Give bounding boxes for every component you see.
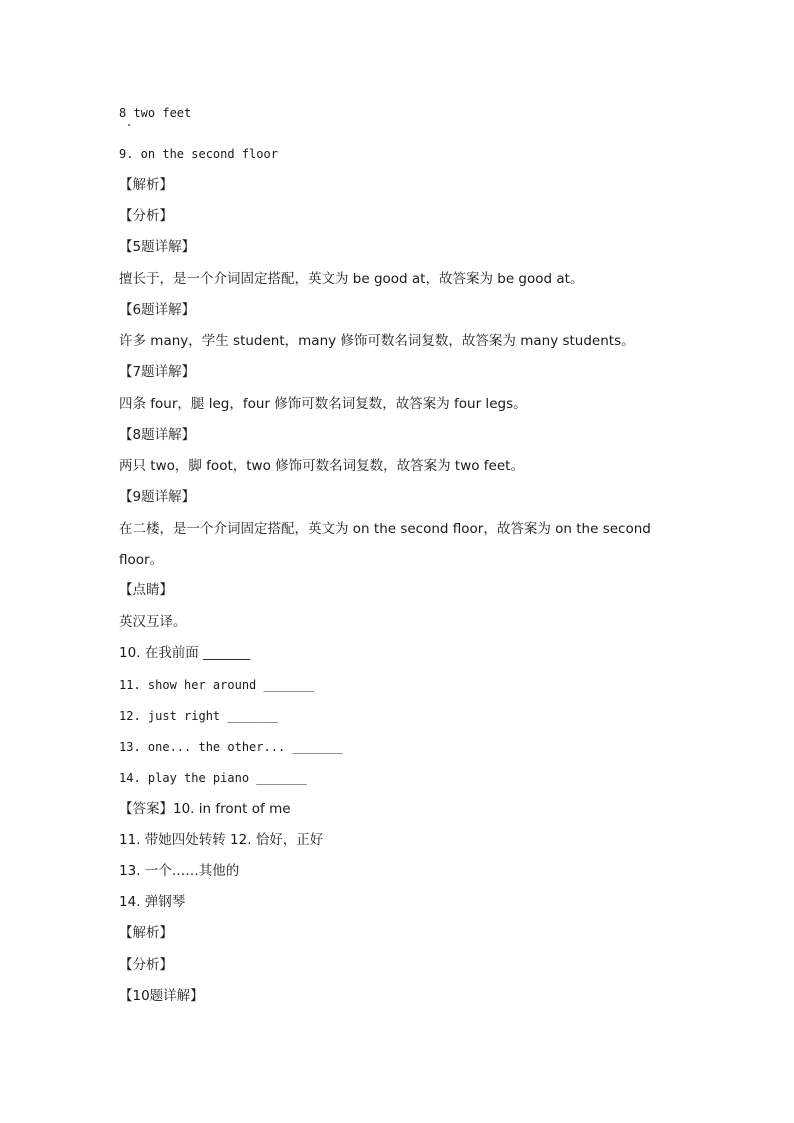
section-heading-q5: 【5题详解】: [119, 239, 196, 255]
section-heading-tip: 【点睛】: [119, 582, 173, 598]
question-11: 11. show her around _______: [119, 678, 315, 692]
question-12: 12. just right _______: [119, 709, 278, 723]
section-heading-q8: 【8题详解】: [119, 427, 196, 443]
section-heading-q9: 【9题详解】: [119, 489, 196, 505]
explanation-q8: 两只 two，脚 foot，two 修饰可数名词复数，故答案为 two feet。: [119, 458, 524, 474]
section-heading-breakdown: 【分析】: [119, 208, 173, 224]
question-13: 13. one... the other... _______: [119, 740, 343, 754]
explanation-q6: 许多 many，学生 student，many 修饰可数名词复数，故答案为 many students。: [119, 333, 635, 349]
answer-line-8: 8 two feet: [119, 106, 192, 120]
section-heading-q6: 【6题详解】: [119, 302, 196, 318]
explanation-q7: 四条 four，腿 leg，four 修饰可数名词复数，故答案为 four legs。: [119, 396, 527, 412]
answer-13: 13. 一个……其他的: [119, 863, 240, 879]
answer-14: 14. 弹钢琴: [119, 894, 186, 910]
stray-dot-mark: [128, 124, 130, 126]
answer-line-9: 9. on the second floor: [119, 147, 278, 161]
section-heading-analysis-2: 【解析】: [119, 925, 173, 941]
explanation-q5: 擅长于，是一个介词固定搭配，英文为 be good at，故答案为 be good at。: [119, 271, 584, 287]
section-heading-q10: 【10题详解】: [119, 988, 204, 1004]
section-heading-q7: 【7题详解】: [119, 364, 196, 380]
tip-text: 英汉互译。: [119, 614, 187, 630]
answer-heading-10: 【答案】10. in front of me: [119, 801, 291, 817]
explanation-q9: 在二楼，是一个介词固定搭配，英文为 on the second floor，故答案为 on the second: [119, 521, 651, 537]
section-heading-analysis: 【解析】: [119, 177, 173, 193]
answer-11-12: 11. 带她四处转转 12. 恰好，正好: [119, 832, 324, 848]
question-14: 14. play the piano _______: [119, 771, 307, 785]
explanation-q9-continued: floor。: [119, 552, 164, 568]
section-heading-breakdown-2: 【分析】: [119, 957, 173, 973]
question-10: 10. 在我前面 _______: [119, 645, 251, 661]
